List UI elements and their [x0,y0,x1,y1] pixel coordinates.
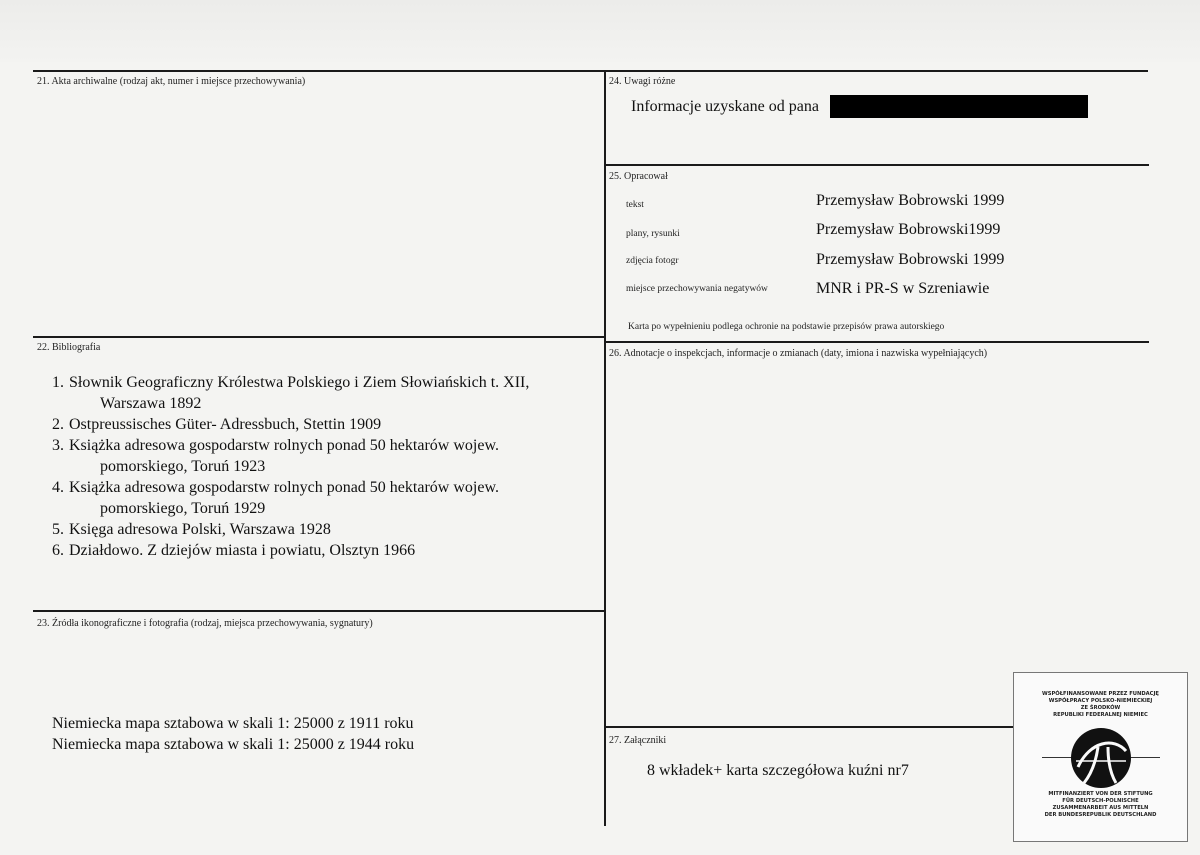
section-24-label: 24. Uwagi różne [609,76,676,87]
center-divider [604,70,606,826]
sponsor-line: WSPÓŁFINANSOWANE PRZEZ FUNDACJĘ [1042,691,1159,697]
bibliography-item-number: 4. [52,479,64,496]
bibliography-item-text: Ostpreussisches Güter- Adressbuch, Stettin 1909 [69,416,382,433]
author-row-value: Przemysław Bobrowski 1999 [816,251,1005,268]
bibliography-item [52,519,579,540]
copyright-note: Karta po wypełnieniu podlega ochronie na podstawie przepisów prawa autorskiego [628,322,945,332]
remarks-text: Informacje uzyskane od pana [631,98,819,115]
bibliography-item [52,372,579,414]
bibliography-item-text: Działdowo. Z dziejów miasta i powiatu, Olsztyn 1966 [69,542,416,559]
section-23-label: 23. Źródła ikonograficzne i fotografia (rodzaj, miejsca przechowywania, sygnatury) [37,618,373,629]
rule-24-25 [604,164,1149,166]
section-26-label: 26. Adnotacje o inspekcjach, informacje o zmianach (daty, imiona i nazwiska wypełniających) [609,348,988,359]
bibliography-item-number: 5. [52,521,64,538]
top-rule [33,70,1148,72]
bibliography-item-continuation: Warszawa 1892 [100,395,202,412]
bibliography-item-number: 3. [52,437,64,454]
foundation-logo-icon [1070,727,1132,789]
bibliography-item [52,435,579,477]
bibliography-item-text: Książka adresowa gospodarstw rolnych ponad 50 hektarów wojew. [69,479,499,496]
bibliography-item-continuation: pomorskiego, Toruń 1929 [100,500,266,517]
sponsor-stamp [1013,672,1188,842]
bibliography-item-number: 2. [52,416,64,433]
rule-26-27 [604,726,1014,728]
section-27-label: 27. Załączniki [609,735,667,746]
attachments-text: 8 wkładek+ karta szczegółowa kuźni nr7 [647,762,909,779]
scanned-top-edge [0,0,1200,62]
sponsor-text-polish [1014,691,1187,719]
bibliography-item-text: Słownik Geograficzny Królestwa Polskiego i Ziem Słowiańskich t. XII, [69,374,530,391]
iconography-line: Niemiecka mapa sztabowa w skali 1: 25000 z 1944 roku [52,736,415,753]
bibliography-item [52,477,579,519]
sponsor-line: MITFINANZIERT VON DER STIFTUNG [1048,791,1153,797]
sponsor-text-german [1014,791,1187,819]
rule-25-26 [604,341,1149,343]
sponsor-line: REPUBLIKI FEDERALNEJ NIEMIEC [1053,712,1148,718]
bibliography-item [52,540,579,561]
sponsor-rule-right [1128,757,1160,758]
bibliography-item [52,414,579,435]
sponsor-line: WSPÓŁPRACY POLSKO-NIEMIECKIEJ [1048,698,1153,704]
bibliography-list [52,372,579,561]
rule-22-23 [33,610,606,612]
section-22-label: 22. Bibliografia [37,342,101,353]
author-row-label: zdjęcia fotogr [626,256,679,266]
bibliography-item-text: Księga adresowa Polski, Warszawa 1928 [69,521,331,538]
bibliography-item-number: 6. [52,542,64,559]
rule-21-22 [33,336,606,338]
author-row-label: plany, rysunki [626,229,680,239]
sponsor-line: ZE ŚRODKÓW [1080,705,1121,711]
sponsor-line: FÜR DEUTSCH-POLNISCHE [1062,798,1139,804]
bibliography-item-number: 1. [52,374,64,391]
bibliography-item-continuation: pomorskiego, Toruń 1923 [100,458,266,475]
author-row-value: MNR i PR-S w Szreniawie [816,280,990,297]
bibliography-item-text: Książka adresowa gospodarstw rolnych ponad 50 hektarów wojew. [69,437,499,454]
sponsor-line: DER BUNDESREPUBLIK DEUTSCHLAND [1044,812,1157,818]
sponsor-line: ZUSAMMENARBEIT AUS MITTELN [1052,805,1149,811]
author-row-label: tekst [626,200,644,210]
redaction-bar [830,95,1088,118]
iconography-line: Niemiecka mapa sztabowa w skali 1: 25000 z 1911 roku [52,715,414,732]
author-row-value: Przemysław Bobrowski1999 [816,221,1001,238]
author-row-label: miejsce przechowywania negatywów [626,284,768,294]
section-21-label: 21. Akta archiwalne (rodzaj akt, numer i miejsce przechowywania) [37,76,306,87]
section-25-label: 25. Opracował [609,171,668,182]
author-row-value: Przemysław Bobrowski 1999 [816,192,1005,209]
